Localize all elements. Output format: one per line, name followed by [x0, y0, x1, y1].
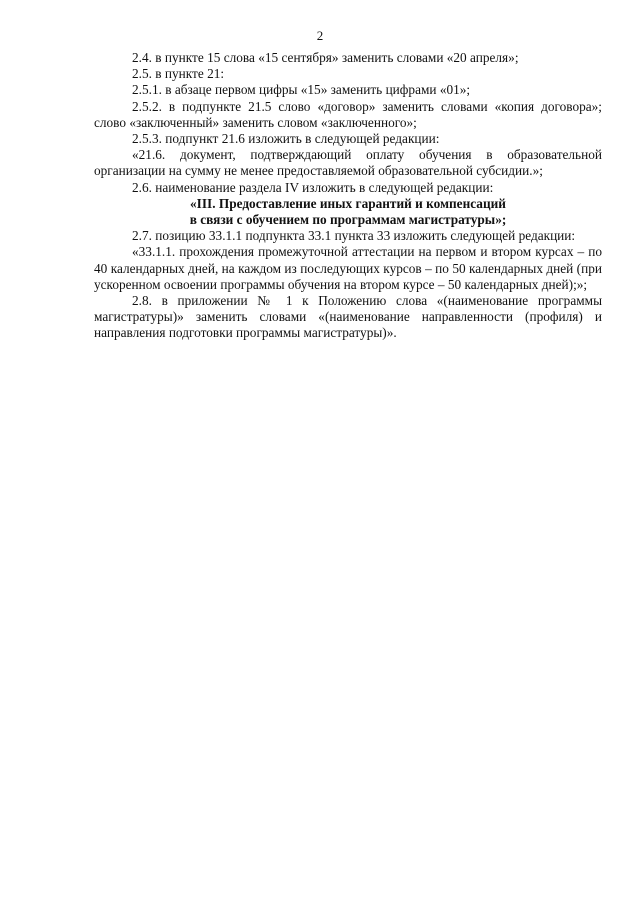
paragraph-2-7: 2.7. позицию 33.1.1 подпункта 33.1 пункта 33 изложить следующей редакции:: [132, 228, 576, 244]
paragraph-2-5: 2.5. в пункте 21:: [132, 66, 225, 82]
page-number: 2: [316, 28, 324, 43]
paragraph-33-1-1-quote: «33.1.1. прохождения промежуточной аттестации на первом и втором курсах – по 40 календарных дней, на каждом из последующих курсов – по 50 календарных дней (при ускоренном освоении программы обучения на втором курсе – 50 календарных дней);»;: [94, 244, 602, 292]
paragraph-2-6: 2.6. наименование раздела IV изложить в следующей редакции:: [132, 179, 494, 195]
paragraph-2-8: 2.8. в приложении № 1 к Положению слова «(наименование программы магистратуры)» заменить словами «(наименование направленности (профиля) и направления подготовки программы магистратуры)».: [94, 293, 602, 341]
paragraph-2-5-2: 2.5.2. в подпункте 21.5 слово «договор» заменить словами «копия договора»; слово «заключенный» заменить словом «заключенного»;: [94, 98, 602, 130]
paragraph-2-5-1: 2.5.1. в абзаце первом цифры «15» заменить цифрами «01»;: [132, 82, 471, 98]
section-heading-line-1: «III. Предоставление иных гарантий и компенсаций: [190, 195, 506, 211]
paragraph-2-5-3: 2.5.3. подпункт 21.6 изложить в следующей редакции:: [132, 131, 440, 147]
paragraph-21-6-quote: «21.6. документ, подтверждающий оплату обучения в образовательной организации на сумму не менее предоставляемой образовательной субсидии.»;: [94, 147, 602, 179]
paragraph-2-4: 2.4. в пункте 15 слова «15 сентября» заменить словами «20 апреля»;: [132, 50, 519, 65]
section-heading-line-2: в связи с обучением по программам магистратуры»;: [189, 212, 507, 228]
document-body: [94, 50, 602, 342]
